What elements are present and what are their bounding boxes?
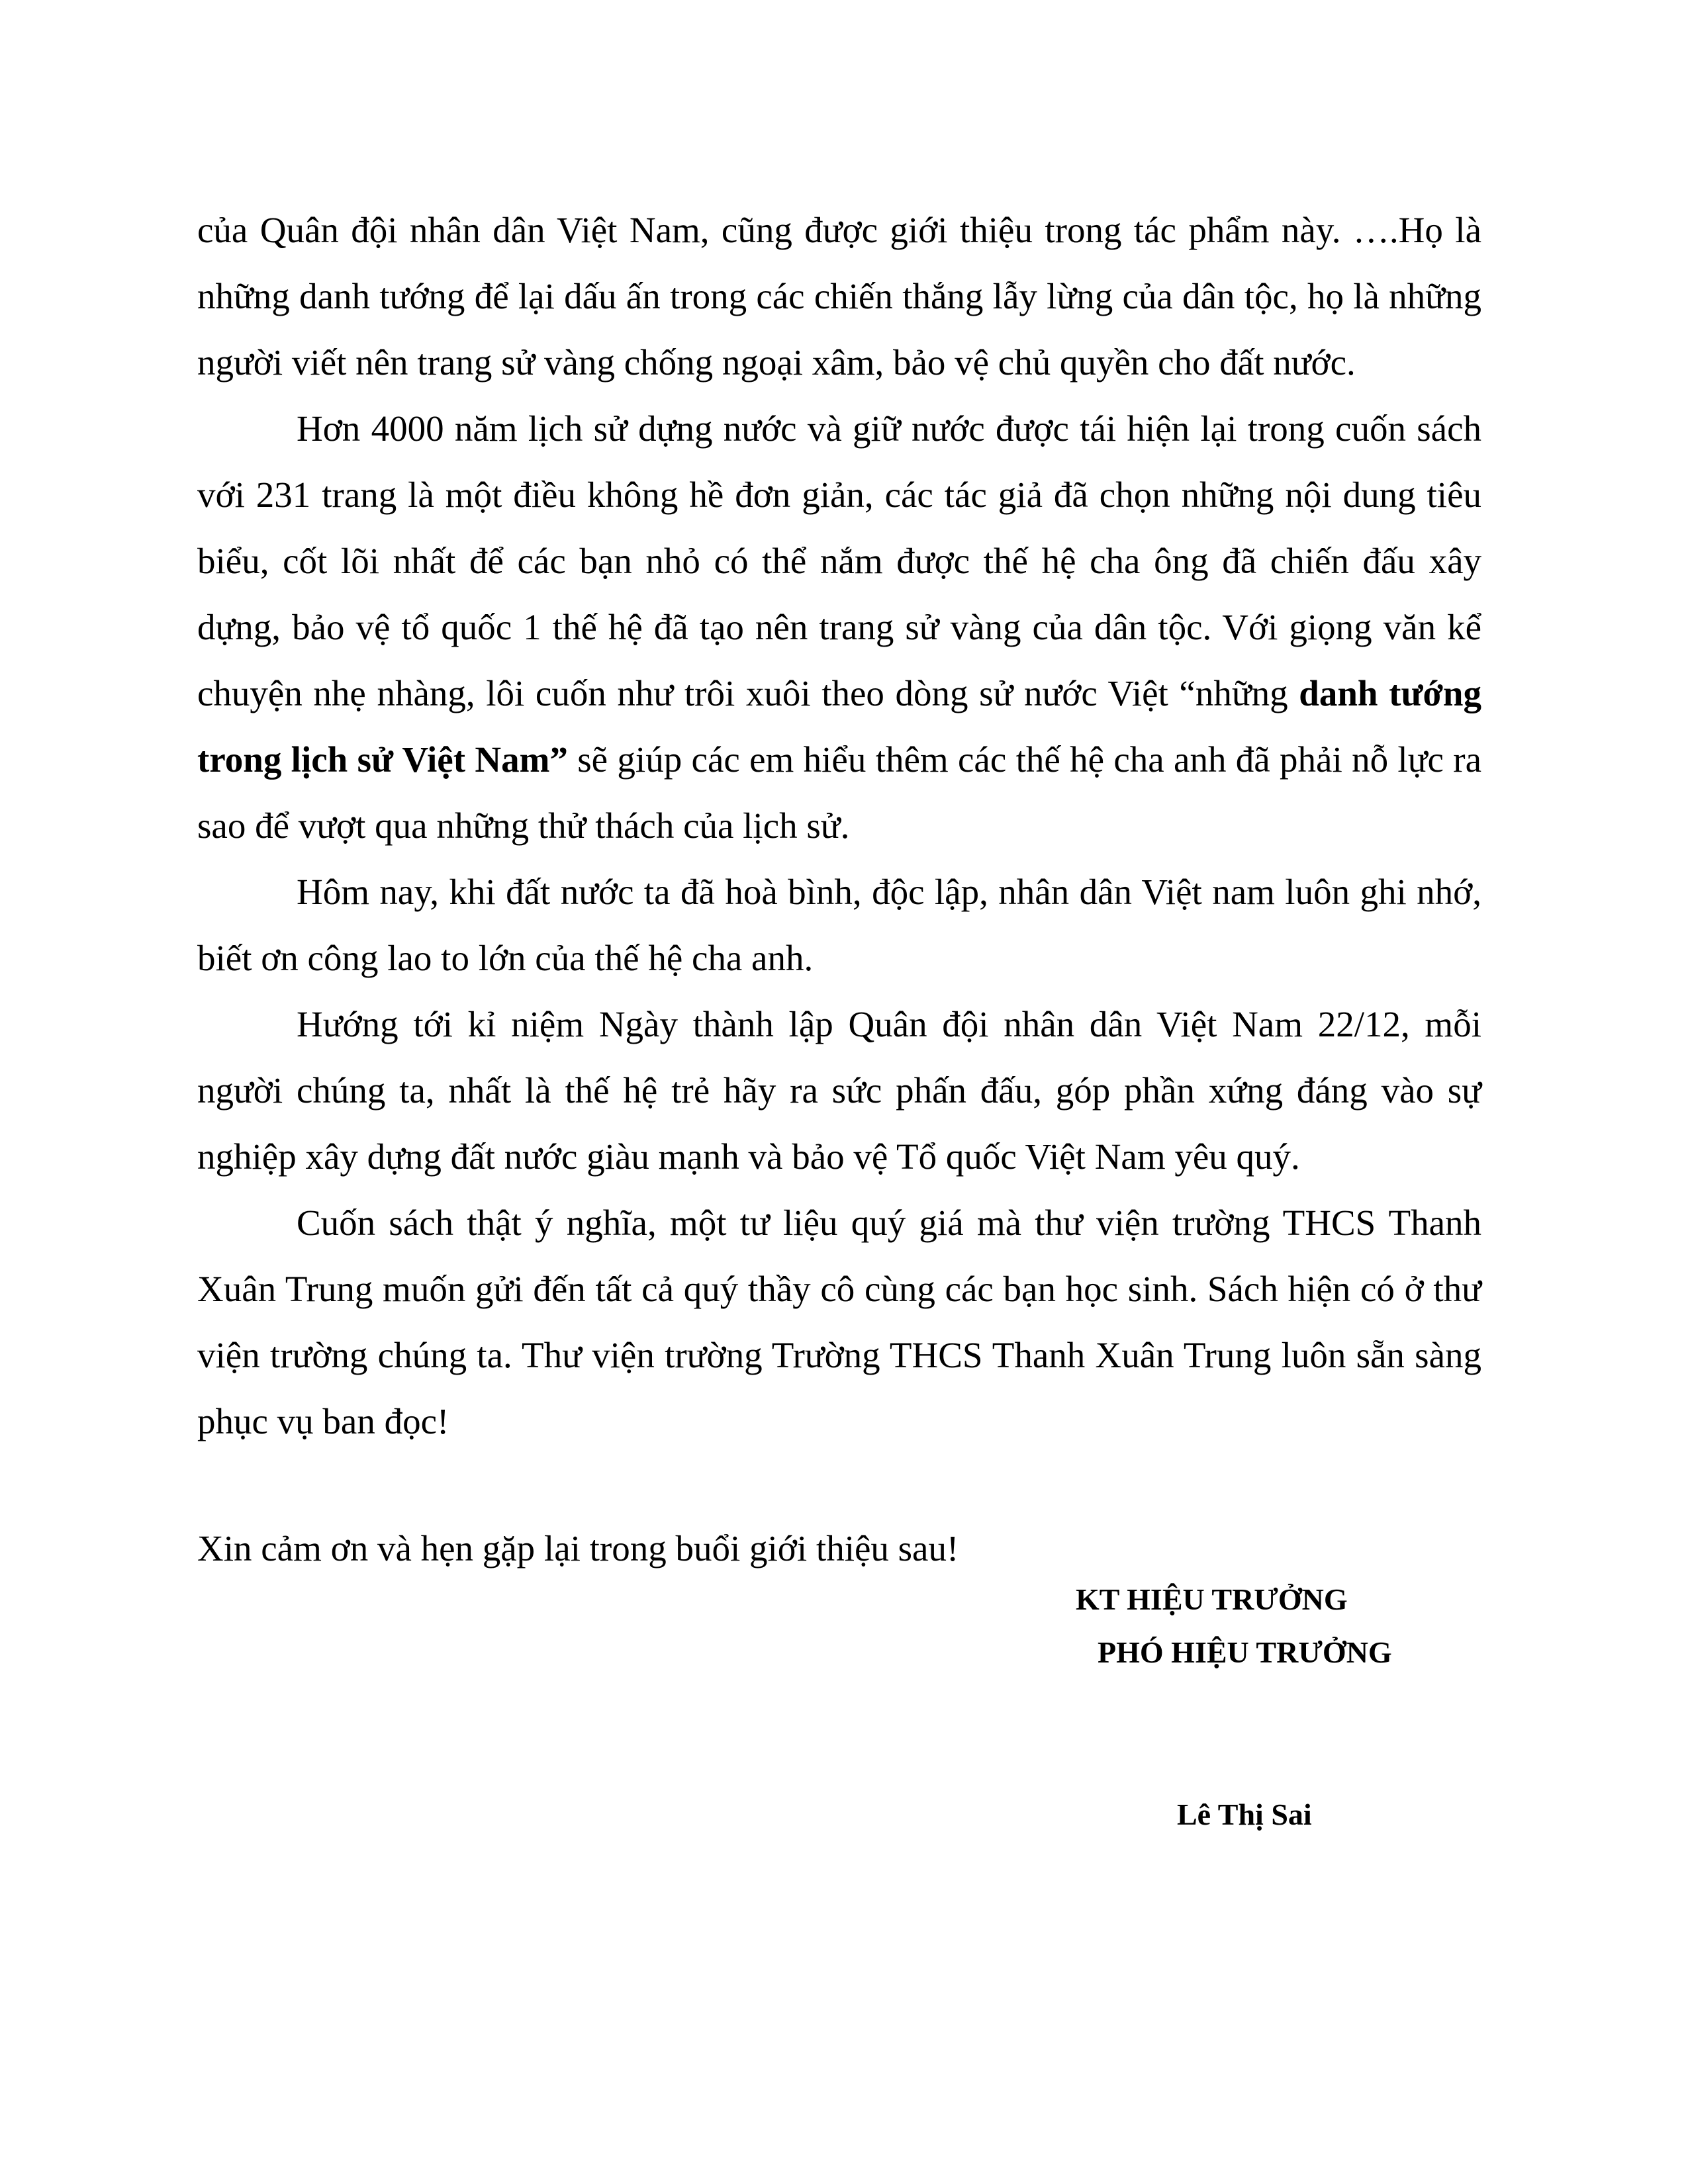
closing-line: Xin cảm ơn và hẹn gặp lại trong buổi giới thiệu sau! xyxy=(197,1528,959,1569)
paragraph-peace: Hôm nay, khi đất nước ta đã hoà bình, độc lập, nhân dân Việt nam luôn ghi nhớ, biết ơn công lao to lớn của thế hệ cha anh. xyxy=(197,872,1481,978)
paragraph-anniversary: Hướng tới kỉ niệm Ngày thành lập Quân đội nhân dân Việt Nam 22/12, mỗi người chúng ta, nhất là thế hệ trẻ hãy ra sức phấn đấu, góp phần xứng đáng vào sự nghiệp xây dựng đất nước giàu mạnh và bảo vệ Tổ quốc Việt Nam yêu quý. xyxy=(197,1004,1481,1177)
signature-title: KT HIỆU TRƯỞNG xyxy=(1076,1582,1348,1616)
paragraph-book-description-end: sẽ giúp các em hiểu thêm các thế hệ cha anh đã phải nỗ lực ra sao để vượt qua những thử thách của lịch sử. xyxy=(197,739,1481,846)
signature-name: Lê Thị Sai xyxy=(1177,1797,1312,1831)
body-text xyxy=(197,197,1481,1455)
signature-subtitle: PHÓ HIỆU TRƯỞNG xyxy=(1098,1635,1392,1669)
paragraph-book-description-start: Hơn 4000 năm lịch sử dựng nước và giữ nước được tái hiện lại trong cuốn sách với 231 trang là một điều không hề đơn giản, các tác giả đã chọn những nội dung tiêu biểu, cốt lõi nhất để các bạn nhỏ có thể nắm được thế hệ cha ông đã chiến đấu xây dựng, bảo vệ tổ quốc 1 thế hệ đã tạo nên trang sử vàng của dân tộc. Với giọng văn kể chuyện nhẹ nhàng, lôi cuốn như trôi xuôi theo dòng sử nước Việt “những xyxy=(197,408,1481,713)
paragraph-library: Cuốn sách thật ý nghĩa, một tư liệu quý giá mà thư viện trường THCS Thanh Xuân Trung muốn gửi đến tất cả quý thầy cô cùng các bạn học sinh. Sách hiện có ở thư viện trường chúng ta. Thư viện trường Trường THCS Thanh Xuân Trung luôn sẵn sàng phục vụ ban đọc! xyxy=(197,1203,1481,1441)
paragraph-book-description xyxy=(197,396,1481,859)
book-title-bold: danh tướng trong lịch sử Việt Nam” xyxy=(197,673,1481,780)
paragraph-intro: của Quân đội nhân dân Việt Nam, cũng được giới thiệu trong tác phẩm này. ….Họ là những danh tướng để lại dấu ấn trong các chiến thắng lẫy lừng của dân tộc, họ là những người viết nên trang sử vàng chống ngoại xâm, bảo vệ chủ quyền cho đất nước. xyxy=(197,210,1481,383)
